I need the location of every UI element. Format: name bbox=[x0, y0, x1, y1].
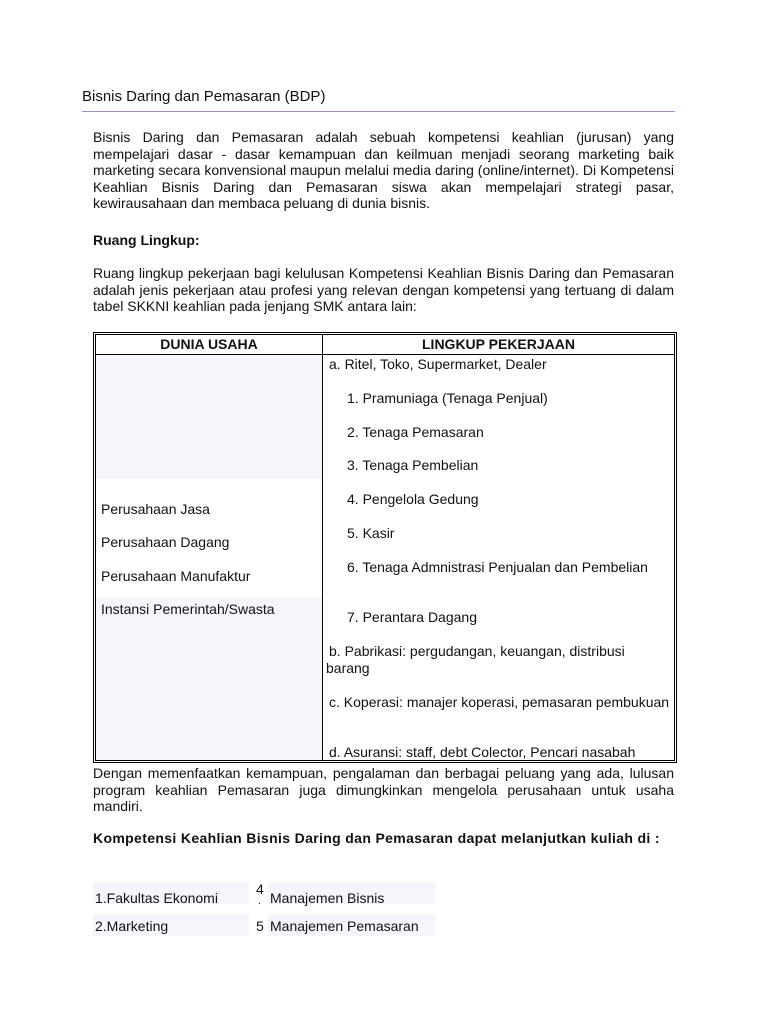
lingkup-item: 3. Tenaga Pembelian bbox=[347, 457, 479, 473]
lingkup-item: 2. Tenaga Pemasaran bbox=[347, 424, 484, 440]
lingkup-item: a. Ritel, Toko, Supermarket, Dealer bbox=[329, 356, 547, 372]
scope-table bbox=[93, 332, 677, 763]
study-number: 5 bbox=[256, 918, 264, 934]
dunia-usaha-item: Perusahaan Dagang bbox=[101, 534, 230, 550]
dunia-usaha-item: Perusahaan Manufaktur bbox=[101, 568, 251, 584]
title-divider bbox=[82, 111, 675, 112]
study-left: 1.Fakultas Ekonomi bbox=[95, 890, 218, 906]
lingkup-item: 5. Kasir bbox=[347, 525, 395, 541]
study-right: Manajemen Pemasaran bbox=[270, 918, 419, 934]
header-lingkup-pekerjaan: LINGKUP PEKERJAAN bbox=[323, 335, 674, 355]
intro-paragraph: Bisnis Daring dan Pemasaran adalah sebuah kompetensi keahlian (jurusan) yang mempelajari dasar - dasar kemampuan dan keilmuan menjadi seorang marketing baik marketing secara konvensional maupun melalui media daring (online/internet). Di Kompetensi Keahlian Bisnis Daring dan Pemasaran siswa akan mempelajari strategi pasar, kewirausahaan dan membaca peluang di dunia bisnis. bbox=[93, 129, 674, 212]
page-title: Bisnis Daring dan Pemasaran (BDP) bbox=[82, 88, 326, 105]
scope-paragraph: Ruang lingkup pekerjaan bagi kelulusan Kompetensi Keahlian Bisnis Daring dan Pemasaran adalah jenis pekerjaan atau profesi yang relevan dengan kompetensi yang tertuang di dalam tabel SKKNI keahlian pada jenjang SMK antara lain: bbox=[93, 265, 674, 315]
column-divider bbox=[322, 354, 323, 760]
study-number-suffix: . bbox=[258, 896, 261, 907]
study-right: Manajemen Bisnis bbox=[270, 890, 385, 906]
lingkup-item: 1. Pramuniaga (Tenaga Penjual) bbox=[347, 390, 548, 406]
study-left: 2.Marketing bbox=[95, 918, 169, 934]
study-row bbox=[93, 914, 436, 936]
lingkup-item: b. Pabrikasi: pergudangan, keuangan, distribusi barang bbox=[326, 643, 625, 676]
dunia-usaha-item: Instansi Pemerintah/Swasta bbox=[101, 601, 275, 617]
lingkup-item: 7. Perantara Dagang bbox=[347, 609, 477, 625]
scope-heading: Ruang Lingkup: bbox=[93, 232, 200, 248]
header-dunia-usaha: DUNIA USAHA bbox=[96, 335, 323, 355]
study-number: 4 bbox=[256, 881, 264, 897]
dunia-usaha-item: Perusahaan Jasa bbox=[101, 501, 210, 517]
after-table-paragraph: Dengan memenfaatkan kemampuan, pengalaman dan berbagai peluang yang ada, lulusan program keahlian Pemasaran juga dimungkinkan mengelola perusahaan untuk usaha mandiri. bbox=[93, 765, 674, 815]
lingkup-item: 6. Tenaga Admnistrasi Penjualan dan Pembelian bbox=[347, 559, 648, 575]
study-heading: Kompetensi Keahlian Bisnis Daring dan Pemasaran dapat melanjutkan kuliah di : bbox=[93, 830, 660, 846]
lingkup-item: c. Koperasi: manajer koperasi, pemasaran pembukuan bbox=[329, 694, 670, 710]
study-row bbox=[93, 881, 436, 907]
lingkup-item: 4. Pengelola Gedung bbox=[347, 491, 479, 507]
lingkup-item: d. Asuransi: staff, debt Colector, Pencari nasabah bbox=[329, 744, 636, 760]
